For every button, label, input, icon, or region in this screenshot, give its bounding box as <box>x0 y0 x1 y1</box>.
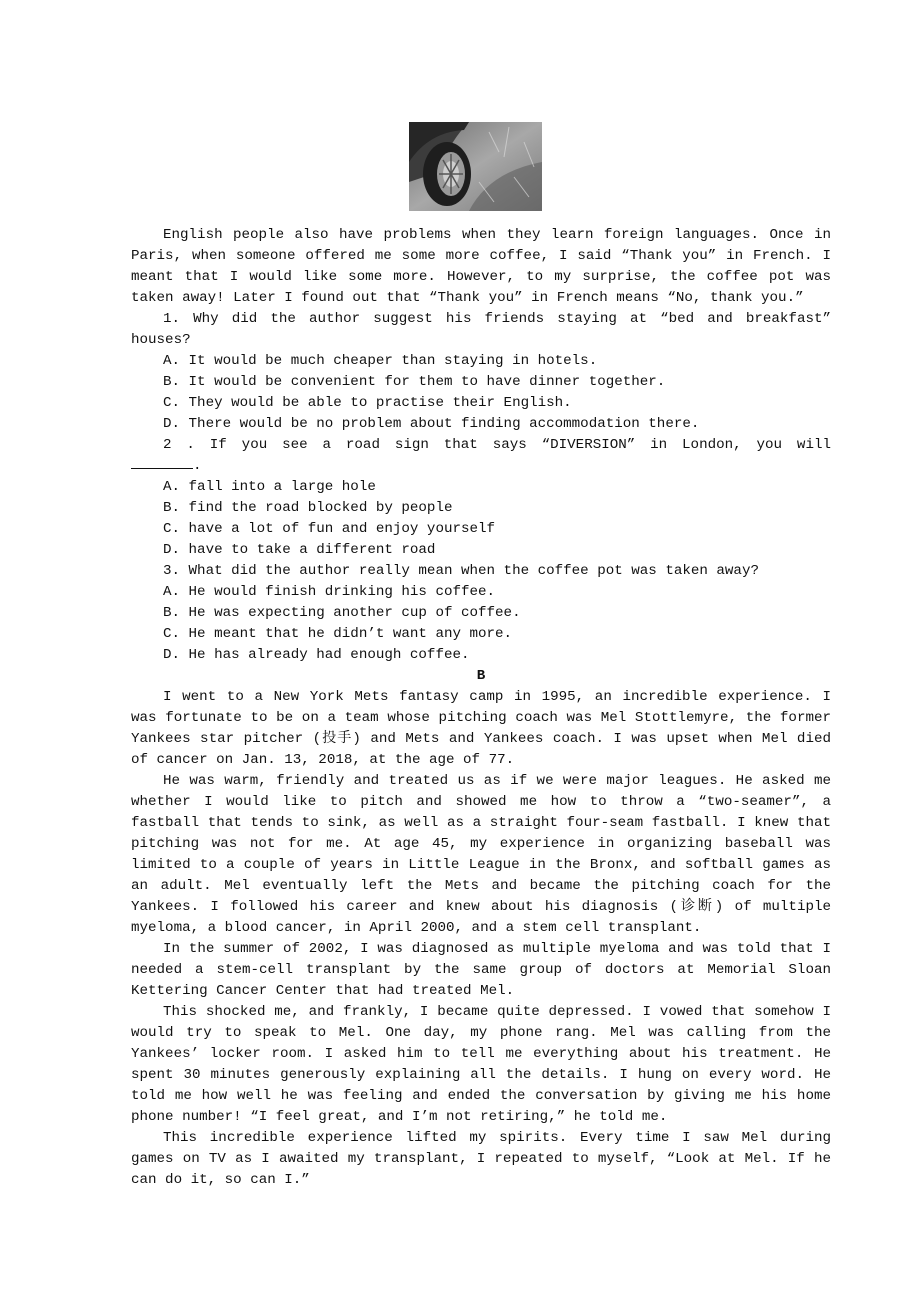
question-2-stem <box>131 435 831 456</box>
question-3-stem: 3. What did the author really mean when the coffee pot was taken away? <box>163 563 759 579</box>
car-tyre-photo <box>409 122 542 211</box>
question-2-stem-text: 2 . If you see a road sign that says “DIVERSION” in London, you will <box>163 437 831 453</box>
question-2-option-a: A. fall into a large hole <box>163 479 376 495</box>
section-b-paragraph-5: This incredible experience lifted my spirits. Every time I saw Mel during games on TV as I awaited my transplant, I repeated to myself, “Look at Mel. If he can do it, so can I.” <box>131 1130 831 1188</box>
question-3-option-a: A. He would finish drinking his coffee. <box>163 584 496 600</box>
question-1-option-a: A. It would be much cheaper than staying in hotels. <box>163 353 598 369</box>
question-1-option-c: C. They would be able to practise their English. <box>163 395 572 411</box>
answer-blank <box>131 456 193 469</box>
section-b-paragraph-3: In the summer of 2002, I was diagnosed as multiple myeloma and was told that I needed a stem-cell transplant by the same group of doctors at Memorial Sloan Kettering Cancer Center that had treated Mel. <box>131 941 831 999</box>
car-tyre-image <box>409 122 542 211</box>
section-b-heading: B <box>476 668 486 684</box>
section-b-paragraph-1: I went to a New York Mets fantasy camp in 1995, an incredible experience. I was fortunate to be on a team whose pitching coach was Mel Stottlemyre, the former Yankees star pitcher (投手) and Mets and Yankees coach. I was upset when Mel died of cancer on Jan. 13, 2018, at the age of 77. <box>131 689 831 768</box>
question-2-tail: . <box>193 458 202 474</box>
question-2-option-d: D. have to take a different road <box>163 542 436 558</box>
question-3-option-d: D. He has already had enough coffee. <box>163 647 470 663</box>
section-b-paragraph-2: He was warm, friendly and treated us as if we were major leagues. He asked me whether I would like to pitch and showed me how to throw a “two-seamer”, a fastball that tends to sink, as well as a straight four-seam fastball. I knew that pitching was not for me. At age 45, my experience in organizing baseball was limited to a couple of years in Little League in the Bronx, and softball games as an adult. Mel eventually left the Mets and became the pitching coach for the Yankees. I followed his career and knew about his diagnosis (诊断) of multiple myeloma, a blood cancer, in April 2000, and a stem cell transplant. <box>131 773 831 936</box>
question-2-option-b: B. find the road blocked by people <box>163 500 453 516</box>
passage-a-paragraph: English people also have problems when they learn foreign languages. Once in Paris, when someone offered me some more coffee, I said “Thank you” in French. I meant that I would like some more. However, to my surprise, the coffee pot was taken away! Later I found out that “Thank you” in French means “No, thank you.” <box>131 227 831 306</box>
question-1-option-b: B. It would be convenient for them to have dinner together. <box>163 374 666 390</box>
question-3-option-c: C. He meant that he didn’t want any more. <box>163 626 513 642</box>
question-1-option-d: D. There would be no problem about finding accommodation there. <box>163 416 700 432</box>
question-2-option-c: C. have a lot of fun and enjoy yourself <box>163 521 496 537</box>
section-b-paragraph-4: This shocked me, and frankly, I became quite depressed. I vowed that somehow I would try to speak to Mel. One day, my phone rang. Mel was calling from the Yankees’ locker room. I asked him to tell me everything about his treatment. He spent 30 minutes generously explaining all the details. I hung on every word. He told me how well he was feeling and ended the conversation by giving me his home phone number! “I feel great, and I’m not retiring,” he told me. <box>131 1004 831 1125</box>
question-1-stem: 1. Why did the author suggest his friends staying at “bed and breakfast” houses? <box>131 311 831 348</box>
question-3-option-b: B. He was expecting another cup of coffee. <box>163 605 521 621</box>
document-body <box>131 225 831 1191</box>
question-2-blank-line <box>131 456 831 477</box>
